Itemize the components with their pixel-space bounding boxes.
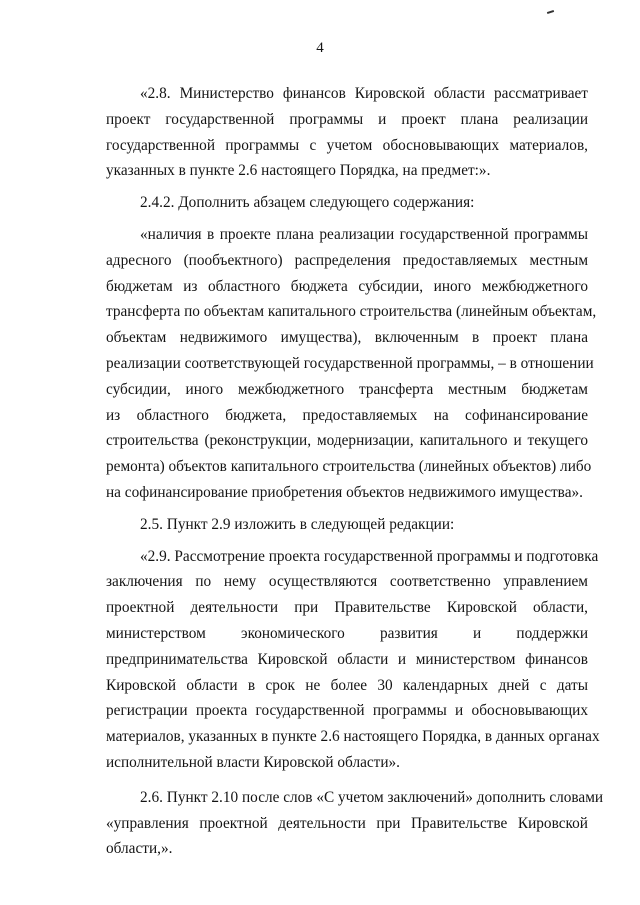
text-line: государственной программы с учетом обосновывающих материалов, bbox=[106, 136, 588, 154]
text-line: адресного (пообъектного) распределения предоставляемых местным bbox=[106, 251, 588, 269]
text-line: министерством экономического развития и поддержки bbox=[106, 624, 588, 642]
text-line: 2.4.2. Дополнить абзацем следующего содержания: bbox=[140, 194, 475, 212]
text-line: «2.8. Министерство финансов Кировской области рассматривает bbox=[140, 85, 588, 102]
text-line: проектной деятельности при Правительстве Кировской области, bbox=[106, 599, 588, 617]
text-line: «наличия в проекте плана реализации государственной программы bbox=[140, 225, 588, 243]
text-line: указанных в пункте 2.6 настоящего Порядка, на предмет:». bbox=[106, 162, 491, 180]
text-line: области,». bbox=[106, 840, 173, 858]
text-line: объектам недвижимого имущества), включенным в проект плана bbox=[106, 329, 588, 347]
paragraph-quote-2-9 bbox=[106, 544, 600, 776]
paragraph-clause-2-6 bbox=[106, 785, 604, 862]
paragraph-quote-presence bbox=[106, 222, 597, 506]
text-line: «2.9. Рассмотрение проекта государственной программы и подготовка bbox=[140, 547, 599, 565]
paragraph-clause-2-8 bbox=[106, 81, 588, 184]
text-line: «управления проектной деятельности при Правительстве Кировской bbox=[106, 814, 588, 832]
text-line: заключения по нему осуществляются соответственно управлением bbox=[106, 573, 588, 591]
text-line: 2.6. Пункт 2.10 после слов «С учетом заключений» дополнить словами bbox=[140, 788, 604, 806]
text-line: исполнительной власти Кировской области». bbox=[106, 753, 401, 771]
text-line: из областного бюджета, предоставляемых на софинансирование bbox=[106, 406, 588, 424]
text-line: ремонта) объектов капитального строительства (линейных объектов) либо bbox=[106, 458, 592, 476]
text-line: Кировской области в срок не более 30 календарных дней с даты bbox=[106, 676, 588, 694]
page-number: 4 bbox=[316, 40, 324, 56]
paragraph-clause-2-5 bbox=[106, 512, 588, 538]
text-line: субсидии, иного межбюджетного трансферта местным бюджетам bbox=[106, 380, 588, 398]
paragraph-clause-2-4-2 bbox=[106, 190, 588, 216]
text-line: материалов, указанных в пункте 2.6 настоящего Порядка, в данных органах bbox=[106, 728, 600, 746]
text-line: предпринимательства Кировской области и министерством финансов bbox=[106, 650, 588, 668]
text-line: бюджетам из областного бюджета субсидии, иного межбюджетного bbox=[106, 277, 588, 295]
text-line: на софинансирование приобретения объектов недвижимого имущества». bbox=[106, 483, 583, 501]
text-line: проект государственной программы и проект плана реализации bbox=[106, 110, 588, 128]
text-line: реализации соответствующей государственной программы, – в отношении bbox=[106, 354, 594, 372]
paragraph-gap bbox=[106, 776, 588, 785]
text-line: регистрации проекта государственной программы и обосновывающих bbox=[106, 702, 588, 720]
text-line: 2.5. Пункт 2.9 изложить в следующей редакции: bbox=[140, 515, 455, 533]
corner-mark bbox=[547, 10, 554, 14]
text-line: строительства (реконструкции, модернизации, капитального и текущего bbox=[106, 432, 588, 450]
document-body bbox=[106, 81, 604, 862]
text-line: трансферта по объектам капитального строительства (линейным объектам, bbox=[106, 303, 597, 321]
